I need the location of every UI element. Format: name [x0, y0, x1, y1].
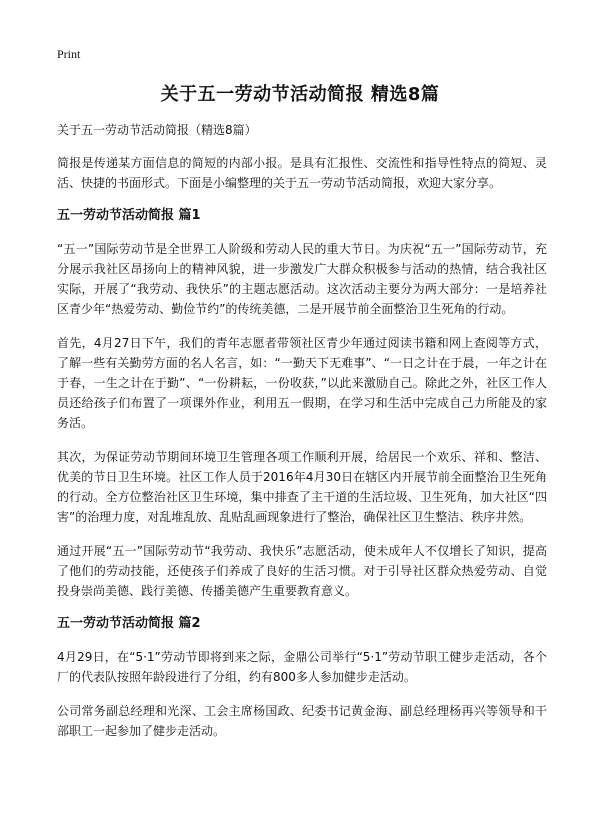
section-heading-1: 五一劳动节活动简报 篇1 — [57, 208, 201, 223]
page-title: 关于五一劳动节活动简报 精选8篇 — [160, 84, 440, 105]
document-body — [57, 121, 547, 755]
section-2-paragraph-1: 4月29日，在“5·1”劳动节即将到来之际，金鼎公司举行“5·1”劳动节职工健步走活动，各个厂的代表队按照年龄段进行了分组，约有800多人参加健步走活动。 — [57, 650, 547, 684]
section-1-paragraph-2: 首先，4月27日下午，我们的青年志愿者带领社区青少年通过阅读书籍和网上查阅等方式，了解一些有关勤劳方面的名人名言，如：“一勤天下无难事”、“一日之计在于晨，一年之计在于春，一生之计在于勤”、“一份耕耘，一份收获，”以此来激励自己。除此之外，社区工作人员还给孩子们布置了一项课外作业，利用五一假期，在学习和生活中完成自己力所能及的家务活。 — [57, 336, 547, 430]
section-1-paragraph-3: 其次，为保证劳动节期间环境卫生管理各项工作顺利开展，给居民一个欢乐、祥和、整洁、优美的节日卫生环境。社区工作人员于2016年4月30日在辖区内开展节前全面整治卫生死角的行动。全方位整治社区卫生环境，集中排查了主干道的生活垃圾、卫生死角，加大社区“四害”的治理力度，对乱堆乱放、乱贴乱画现象进行了整治，确保社区卫生整洁、秩序井然。 — [57, 450, 547, 524]
section-2-paragraph-2: 公司常务副总经理和光深、工会主席杨国政、纪委书记黄金海、副总经理杨再兴等领导和干部职工一起参加了健步走活动。 — [57, 704, 547, 738]
print-link[interactable]: Print — [57, 47, 81, 61]
document-subtitle: 关于五一劳动节活动简报（精选8篇） — [57, 123, 257, 137]
section-1-paragraph-4: 通过开展“五一”国际劳动节“我劳动、我快乐”志愿活动，使未成年人不仅增长了知识，提高了他们的劳动技能，还使孩子们养成了良好的生活习惯。对于引导社区群众热爱劳动、自觉投身崇尚美德、践行美德、传播美德产生重要教育意义。 — [57, 544, 547, 598]
intro-paragraph: 简报是传递某方面信息的简短的内部小报。是具有汇报性、交流性和指导性特点的简短、灵活、快捷的书面形式。下面是小编整理的关于五一劳动节活动简报，欢迎大家分享。 — [57, 156, 547, 190]
section-1-paragraph-1: “五一”国际劳动节是全世界工人阶级和劳动人民的重大节日。为庆祝“五一”国际劳动节，充分展示我社区昂扬向上的精神风貌，进一步激发广大群众积极参与活动的热情，结合我社区实际，开展了“我劳动、我快乐”的主题志愿活动。这次活动主要分为两大部分：一是培养社区青少年“热爱劳动、勤俭节约”的传统美德，二是开展节前全面整治卫生死角的行动。 — [57, 242, 547, 316]
section-heading-2: 五一劳动节活动简报 篇2 — [57, 616, 201, 631]
